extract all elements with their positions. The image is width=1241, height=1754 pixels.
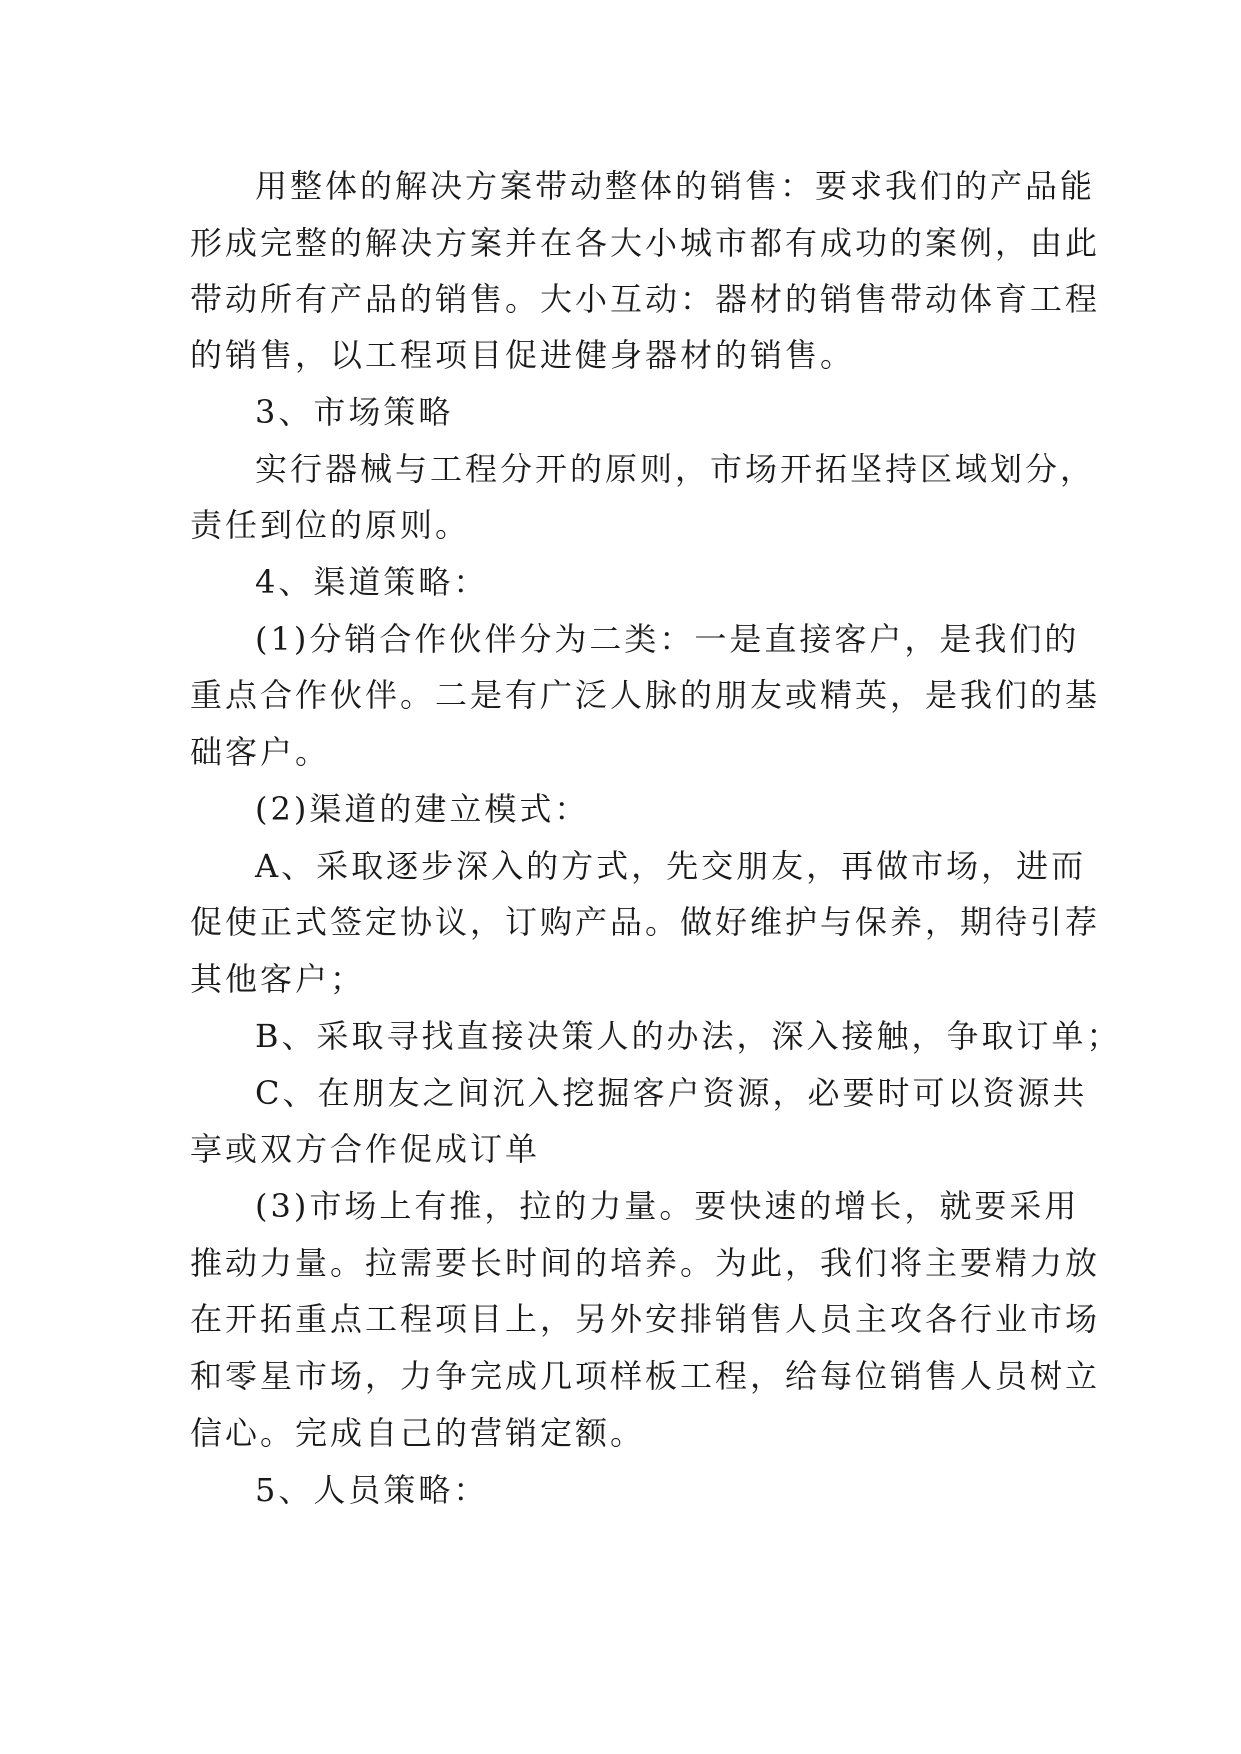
paragraph-line: 和零星市场，力争完成几项样板工程，给每位销售人员树立 [190,1357,1101,1395]
paragraph-line: 的销售，以工程项目促进健身器材的销售。 [190,336,856,374]
paragraph-line: 用整体的解决方案带动整体的销售：要求我们的产品能 [255,167,1096,205]
paragraph-line: 础客户。 [190,733,331,771]
paragraph-line: 其他客户； [190,960,366,998]
paragraph-line: 促使正式签定协议，订购产品。做好维护与保养，期待引荐 [190,903,1101,941]
paragraph-line: 实行器械与工程分开的原则，市场开拓坚持区域划分， [255,450,1096,488]
paragraph-line: (3)市场上有推，拉的力量。要快速的增长，就要采用 [255,1187,1080,1225]
paragraph-line: 在开拓重点工程项目上，另外安排销售人员主攻各行业市场 [190,1300,1101,1338]
section-heading: 3、市场策略 [255,393,454,431]
section-heading: 4、渠道策略： [255,563,489,601]
paragraph-line: 形成完整的解决方案并在各大小城市都有成功的案例，由此 [190,224,1101,262]
paragraph-line: 享或双方合作促成订单 [190,1130,541,1168]
paragraph-line: 责任到位的原则。 [190,506,471,544]
paragraph-line: A、采取逐步深入的方式，先交朋友，再做市场，进而 [255,847,1087,885]
paragraph-line: 重点合作伙伴。二是有广泛人脉的朋友或精英，是我们的基 [190,676,1101,714]
paragraph-line: (1)分销合作伙伴分为二类：一是直接客户，是我们的 [255,620,1080,658]
paragraph-line: 带动所有产品的销售。大小互动：器材的销售带动体育工程 [190,280,1101,318]
paragraph-line: 信心。完成自己的营销定额。 [190,1414,646,1452]
subheading: (2)渠道的建立模式： [255,790,590,828]
section-heading: 5、人员策略： [255,1471,489,1509]
paragraph-line: B、采取寻找直接决策人的办法，深入接触，争取订单； [255,1017,1122,1055]
paragraph-line: 推动力量。拉需要长时间的培养。为此，我们将主要精力放 [190,1244,1101,1282]
paragraph-line: C、在朋友之间沉入挖掘客户资源，必要时可以资源共 [255,1074,1088,1112]
